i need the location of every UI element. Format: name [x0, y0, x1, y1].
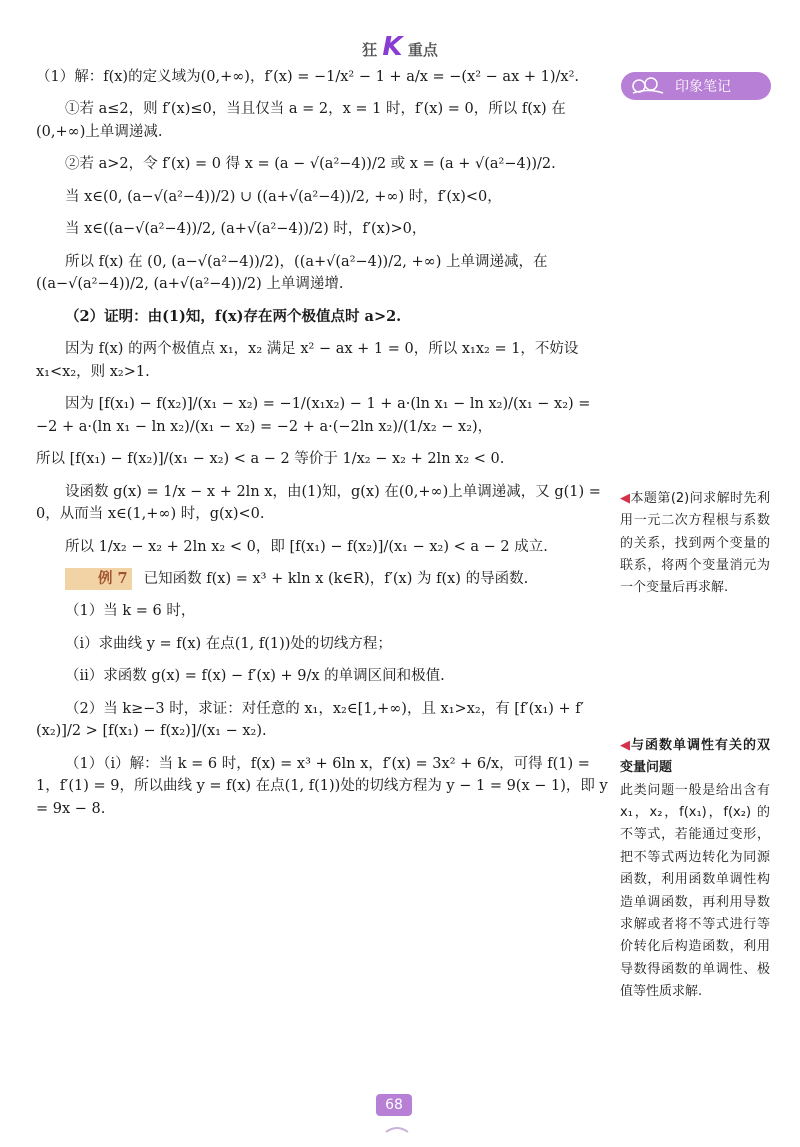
note-banner — [621, 72, 771, 100]
solution-line: 当 x∈((a−√(a²−4))/2, (a+√(a²−4))/2) 时，f′(x)>0， — [65, 221, 427, 238]
side-note-title: 与函数单调性有关的双变量问题 — [620, 738, 770, 776]
proof-heading: （2）证明：由(1)知，f(x)存在两个极值点时 a>2. — [65, 307, 402, 325]
solution-line: 设函数 g(x) = 1/x − x + 2ln x，由(1)知，g(x) 在(0,+∞)上单调递减，又 g(1) = 0，从而当 x∈(1,+∞) 时，g(x)<0. — [36, 483, 601, 523]
page-number: 68 — [376, 1094, 412, 1116]
example-solution: （1）（i）解：当 k = 6 时，f(x) = x³ + 6ln x，f′(x) = 3x² + 6/x，可得 f(1) = 1，f′(1) = 9，所以曲线 y = f(x) 在点(1, f(1))处的切线方程为 y − 1 = 9(x − 1)，即 y = 9x − 8. — [36, 755, 608, 817]
note-banner-label: 印象笔记 — [675, 79, 731, 95]
side-note-text: 此类问题一般是给出含有 x₁，x₂，f(x₁)，f(x₂) 的不等式，若能通过变形，把不等式两边转化为同源函数，利用函数单调性构造单调函数，再利用导数求解或者将不等式进行等价转化后构造函数，利用导数得函数的单调性、极值等性质求解. — [620, 782, 770, 999]
solution-line: ②若 a>2，令 f′(x) = 0 得 x = (a − √(a²−4))/2 或 x = (a + √(a²−4))/2. — [65, 156, 556, 173]
solution-line: 因为 [f(x₁) − f(x₂)]/(x₁ − x₂) = −1/(x₁x₂) − 1 + a·(ln x₁ − ln x₂)/(x₁ − x₂) = −2 + a·(ln x₁ − ln x₂)/(x₁ − x₂) = −2 + a·(−2ln x₂)/(1/x₂ − x₂)， — [36, 396, 591, 435]
solution-line: 所以 [f(x₁) − f(x₂)]/(x₁ − x₂) < a − 2 等价于 1/x₂ − x₂ + 2ln x₂ < 0. — [36, 451, 505, 468]
footer-doodle-icon — [384, 1122, 410, 1136]
solution-line: （1）解：f(x)的定义域为(0,+∞)，f′(x) = −1/x² − 1 + a/x = −(x² − ax + 1)/x². — [36, 69, 579, 85]
example-tag: 例 7 — [65, 568, 132, 590]
example-statement — [36, 568, 610, 590]
header-prefix: 狂 — [362, 41, 378, 59]
side-note-method — [620, 488, 770, 600]
header-suffix: 重点 — [407, 41, 438, 59]
example-line: （ii）求函数 g(x) = f(x) − f′(x) + 9/x 的单调区间和极值. — [65, 668, 445, 685]
example-line: （i）求曲线 y = f(x) 在点(1, f(1))处的切线方程； — [65, 635, 392, 652]
solution-line: 当 x∈(0, (a−√(a²−4))/2) ∪ ((a+√(a²−4))/2, +∞) 时，f′(x)<0， — [65, 188, 502, 205]
solution-line: ①若 a≤2，则 f′(x)≤0，当且仅当 a = 2，x = 1 时，f′(x) = 0，所以 f(x) 在(0,+∞)上单调递减. — [36, 101, 566, 140]
triangle-marker-icon: ◀ — [620, 491, 631, 506]
solution-line: 所以 f(x) 在 (0, (a−√(a²−4))/2)，((a+√(a²−4))/2, +∞) 上单调递减，在 ((a−√(a²−4))/2, (a+√(a²−4))/2) 上单调递增. — [36, 253, 548, 293]
example-text: 已知函数 f(x) = x³ + kln x (k∈R)，f′(x) 为 f(x) 的导函数. — [143, 570, 529, 587]
main-content — [36, 66, 610, 830]
side-note-double-variable — [620, 735, 770, 1003]
side-note-text: 本题第(2)问求解时先利用一元二次方程根与系数的关系，找到两个变量的联系，将两个变量消元为一个变量后再求解. — [620, 491, 771, 596]
page-header — [0, 32, 800, 62]
solution-line: 因为 f(x) 的两个极值点 x₁，x₂ 满足 x² − ax + 1 = 0，所以 x₁x₂ = 1，不妨设 x₁<x₂，则 x₂>1. — [36, 341, 579, 380]
triangle-marker-icon: ◀ — [620, 738, 631, 753]
example-line: （1）当 k = 6 时， — [65, 603, 196, 620]
doodle-icon — [631, 76, 665, 96]
example-line: （2）当 k≥−3 时，求证：对任意的 x₁，x₂∈[1,+∞)，且 x₁>x₂，有 [f′(x₁) + f′(x₂)]/2 > [f(x₁) − f(x₂)]/(x₁ − x₂). — [36, 700, 584, 740]
header-k-logo: K — [382, 32, 403, 62]
solution-line: 所以 1/x₂ − x₂ + 2ln x₂ < 0，即 [f(x₁) − f(x₂)]/(x₁ − x₂) < a − 2 成立. — [65, 538, 548, 555]
